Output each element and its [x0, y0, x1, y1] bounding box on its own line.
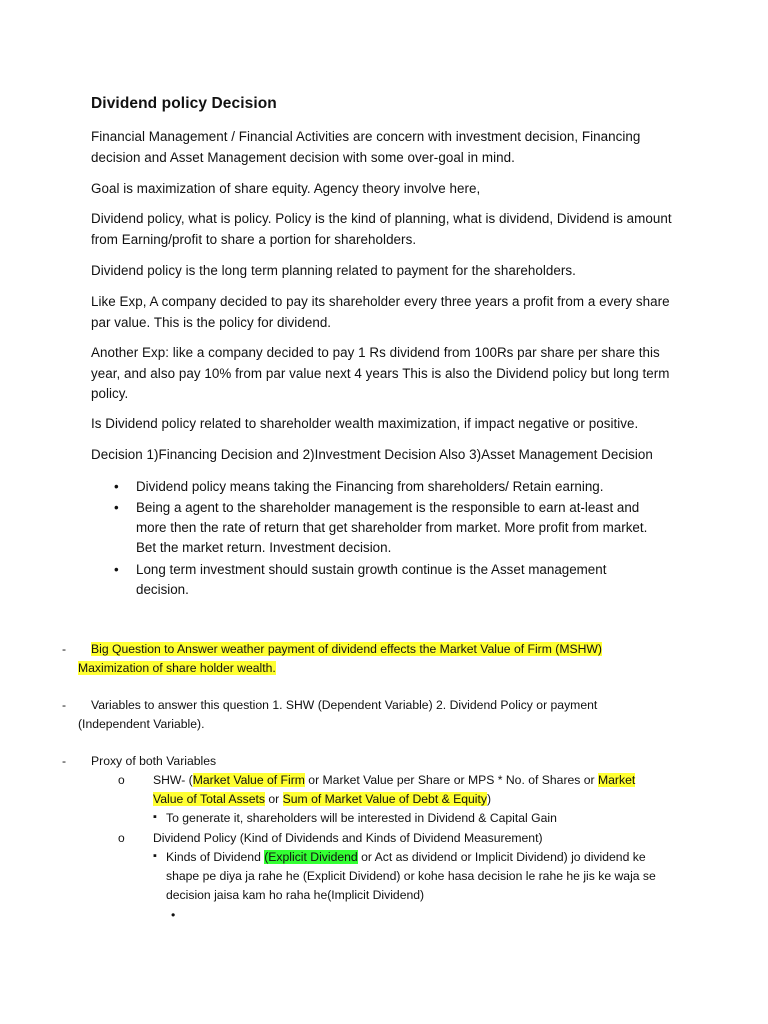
- variables-line-1: Variables to answer this question 1. SHW (Dependent Variable) 2. Dividend Policy or payment: [91, 698, 598, 712]
- list-item: [114, 498, 661, 558]
- circle-marker: o: [118, 773, 125, 787]
- paragraph-wealth-maximization: Is Dividend policy related to shareholder wealth maximization, if impact negative or positive.: [91, 416, 639, 431]
- paragraph-long-term-planning: Dividend policy is the long term planning related to payment for the shareholders.: [91, 263, 576, 278]
- paragraph-decisions: Decision 1)Financing Decision and 2)Investment Decision Also 3)Asset Management Decision: [91, 447, 653, 462]
- proxy-heading: Proxy of both Variables: [91, 754, 217, 768]
- bullet-text: Dividend policy means taking the Financing from shareholders/ Retain earning.: [136, 479, 604, 494]
- dash-marker: -: [62, 642, 67, 656]
- circle-marker: o: [118, 831, 125, 845]
- kinds-text: or Act as dividend or Implicit Dividend) jo dividend ke: [357, 850, 646, 864]
- dash-marker: -: [62, 698, 67, 712]
- big-question-line-2: [78, 659, 276, 679]
- bullet-marker: •: [114, 562, 119, 577]
- shw-line-2: [153, 790, 491, 810]
- paragraph-dividend-policy-definition: Dividend policy, what is policy. Policy is the kind of planning, what is dividend, Dividend is amount from Earning/profit to share a portion for shareholders.: [91, 211, 672, 247]
- list-item: [114, 477, 676, 497]
- square-marker: ▪: [153, 850, 157, 862]
- shw-text: or: [265, 792, 283, 806]
- variables-line-2: (Independent Variable).: [78, 717, 205, 731]
- square-marker: ▪: [153, 811, 157, 823]
- generate-line: To generate it, shareholders will be interested in Dividend & Capital Gain: [166, 811, 557, 825]
- green-highlighted-text: (Explicit Dividend: [264, 850, 358, 864]
- highlighted-text: Big Question to Answer weather payment of dividend effects the Market Value of Firm (MSHW): [91, 642, 602, 656]
- kinds-line-1: [166, 848, 646, 868]
- dash-marker: -: [62, 754, 67, 768]
- shw-text: SHW- (: [153, 773, 193, 787]
- document-title: Dividend policy Decision: [91, 95, 277, 112]
- paragraph-example-2: Another Exp: like a company decided to pay 1 Rs dividend from 100Rs par share per share this year, and also pay 10% from par value next 4 years This is also the Dividend policy but long term policy.: [91, 345, 670, 401]
- paragraph-goal: Goal is maximization of share equity. Agency theory involve here,: [91, 181, 481, 196]
- bullet-text: Being a agent to the shareholder management is the responsible to earn at-least and more then the rate of return that get shareholder from market. More profit from market. Bet the market return. Investment decision.: [136, 500, 648, 555]
- shw-line-1: [153, 771, 635, 791]
- dividend-policy-line: Dividend Policy (Kind of Dividends and Kinds of Dividend Measurement): [153, 831, 543, 845]
- shw-text: or Market Value per Share or MPS * No. of Shares or: [304, 773, 598, 787]
- highlighted-text: Sum of Market Value of Debt & Equity: [282, 792, 487, 806]
- highlighted-text: Market: [598, 773, 636, 787]
- paragraph-example-1: Like Exp, A company decided to pay its shareholder every three years a profit from a every share par value. This is the policy for dividend.: [91, 294, 670, 330]
- kinds-text: Kinds of Dividend: [166, 850, 265, 864]
- list-item: [114, 560, 636, 600]
- empty-bullet-marker: •: [171, 908, 176, 922]
- highlighted-text: Value of Total Assets: [153, 792, 266, 806]
- shw-text: ): [486, 792, 492, 806]
- kinds-line-2: shape pe diya ja rahe he (Explicit Dividend) or kohe hasa decision le rahe he jis ke waja se: [166, 869, 656, 883]
- kinds-line-3: decision jaisa kam ho raha he(Implicit Dividend): [166, 888, 425, 902]
- highlighted-text: Maximization of share holder wealth.: [78, 661, 276, 675]
- highlighted-text: Market Value of Firm: [192, 773, 305, 787]
- bullet-marker: •: [114, 500, 119, 515]
- paragraph-financial-management: Financial Management / Financial Activities are concern with investment decision, Financing decision and Asset Management decision with some over-goal in mind.: [91, 129, 641, 165]
- bullet-marker: •: [114, 479, 119, 494]
- bullet-text: Long term investment should sustain growth continue is the Asset management decision.: [136, 562, 607, 597]
- big-question-line-1: [91, 640, 602, 660]
